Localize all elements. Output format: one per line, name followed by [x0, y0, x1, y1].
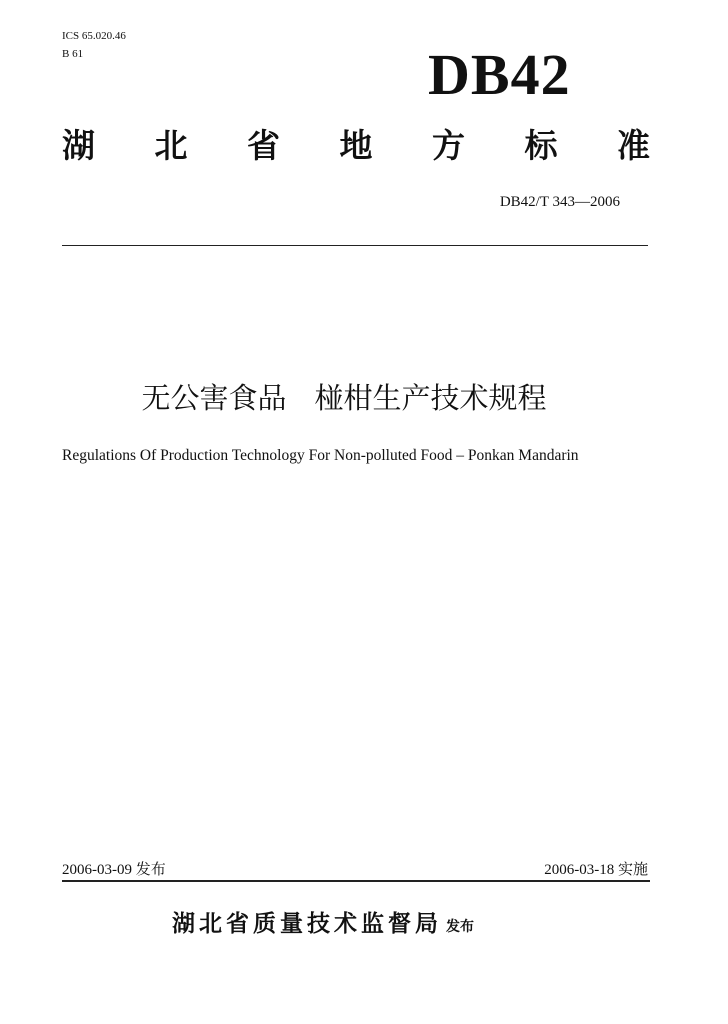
heading-char: 省	[247, 126, 280, 165]
issuer-line	[172, 907, 474, 944]
standard-number: DB42/T 343—2006	[499, 194, 620, 210]
issuer-suffix: 发布	[446, 919, 474, 935]
issuer-name: 湖北省质量技术监督局	[172, 911, 442, 937]
heading-char: 北	[154, 126, 188, 165]
heading-char: 湖	[62, 126, 95, 165]
implementation-date: 2006-03-18 实施	[544, 862, 648, 878]
title-part-2: 椪柑生产技术规程	[314, 381, 547, 415]
ccs-code: B 61	[62, 48, 84, 60]
heading-char: 方	[432, 126, 465, 165]
standard-logo: DB42	[428, 42, 571, 107]
title-part-1: 无公害食品	[141, 381, 287, 415]
footer-divider	[62, 880, 650, 882]
issue-date: 2006-03-09 发布	[62, 862, 166, 878]
heading-char: 地	[339, 126, 373, 165]
standard-type-heading	[62, 126, 650, 166]
ics-code: ICS 65.020.46	[62, 30, 126, 42]
heading-char: 准	[617, 126, 650, 165]
heading-char: 标	[524, 126, 558, 165]
title-chinese	[0, 378, 728, 418]
title-english: Regulations Of Production Technology For Non-polluted Food – Ponkan Mandarin	[62, 447, 579, 464]
header-divider	[62, 245, 648, 246]
